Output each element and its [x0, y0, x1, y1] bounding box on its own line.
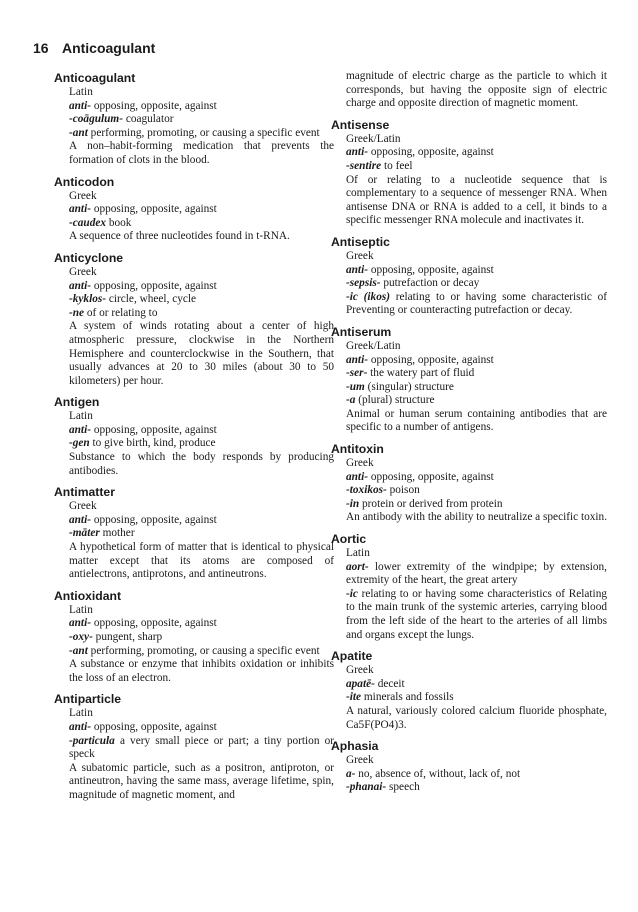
entry-text-line	[346, 457, 607, 471]
entry-text-line	[69, 86, 334, 100]
dictionary-entry	[54, 691, 334, 802]
line-text: opposing, opposite, against	[93, 617, 217, 630]
morpheme: aort-	[346, 560, 369, 573]
etymology-line	[69, 631, 334, 645]
line-text: opposing, opposite, against	[93, 423, 217, 436]
etymology-line	[346, 381, 607, 395]
etymology-line	[346, 354, 607, 368]
morpheme: anti-	[346, 146, 368, 159]
line-text: putrefaction or decay	[383, 277, 480, 290]
morpheme: -ant	[69, 644, 88, 657]
entry-headword: Anticyclone	[54, 250, 124, 265]
morpheme: -ant	[69, 126, 88, 139]
continuation-text: magnitude of electric charge as the particle to which it corresponds, but having the opposite sign of electric charge and opposite direction of magnetic moment.	[346, 70, 607, 110]
entry-headword: Antiserum	[331, 324, 392, 339]
etymology-line	[346, 484, 607, 498]
etymology-line	[346, 588, 607, 642]
entry-headword: Antiseptic	[331, 234, 390, 249]
entry-text-line	[346, 174, 607, 228]
line-text: Greek	[69, 500, 97, 513]
line-text: minerals and fossils	[363, 691, 454, 704]
etymology-line	[69, 293, 334, 307]
dictionary-entry	[54, 588, 334, 686]
morpheme: -caudex	[69, 216, 107, 229]
entry-body	[62, 266, 334, 388]
etymology-line	[69, 735, 334, 762]
entry-headword: Antigen	[54, 395, 100, 410]
etymology-line	[69, 514, 334, 528]
entry-text-line	[69, 451, 334, 478]
morpheme: -oxy-	[69, 631, 93, 643]
etymology-line	[346, 291, 607, 318]
entry-body	[331, 664, 607, 732]
morpheme: anti-	[69, 203, 91, 216]
morpheme: -kyklos-	[69, 293, 107, 306]
etymology-line	[346, 678, 607, 692]
running-head: Anticoagulant	[61, 40, 156, 56]
line-text: Latin	[69, 603, 93, 616]
entry-headword: Antioxidant	[54, 588, 122, 603]
entry-body	[331, 754, 607, 795]
line-text: opposing, opposite, against	[370, 470, 494, 483]
dictionary-entry	[331, 738, 607, 795]
dictionary-entry	[54, 484, 334, 582]
entry-text-line	[69, 762, 334, 803]
line-text: to give birth, kind, produce	[92, 437, 216, 450]
morpheme: -ne	[69, 306, 85, 319]
morpheme: -ic (ikos)	[346, 290, 390, 303]
etymology-line	[346, 768, 607, 782]
entry-headword: Apatite	[331, 649, 373, 664]
entry-headword: Antitoxin	[331, 442, 384, 457]
etymology-line	[69, 217, 334, 231]
etymology-line	[69, 100, 334, 114]
morpheme: a-	[346, 767, 356, 780]
line-text: A substance or enzyme that inhibits oxidation or inhibits the loss of an electron.	[69, 658, 334, 684]
right-entries	[331, 117, 607, 795]
etymology-line	[69, 424, 334, 438]
etymology-line	[69, 437, 334, 451]
etymology-line	[346, 160, 607, 174]
morpheme: -gen	[69, 437, 90, 450]
entry-body	[62, 604, 334, 686]
morpheme: -coāgulum-	[69, 113, 123, 126]
dictionary-entry	[54, 174, 334, 244]
line-text: (singular) structure	[367, 380, 454, 393]
right-column	[331, 70, 607, 801]
morpheme: -toxikos-	[346, 484, 387, 497]
etymology-line	[346, 277, 607, 291]
line-text: speech	[389, 781, 420, 794]
dictionary-entry	[54, 250, 334, 388]
etymology-line	[69, 127, 334, 141]
entry-body	[331, 133, 607, 228]
entry-text-line	[69, 320, 334, 388]
etymology-line	[346, 471, 607, 485]
line-text: Greek	[69, 189, 97, 202]
morpheme: anti-	[69, 617, 91, 630]
entry-headword: Aortic	[331, 532, 367, 547]
page-header	[33, 40, 155, 56]
entry-body	[62, 86, 334, 168]
entry-text-line	[69, 541, 334, 582]
line-text: (plural) structure	[358, 394, 435, 407]
entry-text-line	[69, 190, 334, 204]
morpheme: -ser-	[346, 367, 368, 380]
entry-text-line	[346, 133, 607, 147]
line-text: A natural, variously colored calcium fluoride phosphate, Ca5F(PO4)3.	[346, 704, 607, 731]
line-text: Greek/Latin	[346, 132, 401, 145]
entry-text-line	[346, 664, 607, 678]
line-text: opposing, opposite, against	[370, 146, 494, 159]
entry-headword: Antimatter	[54, 485, 115, 500]
entry-body	[331, 250, 607, 318]
morpheme: -um	[346, 380, 365, 393]
etymology-line	[346, 367, 607, 381]
dictionary-entry	[331, 117, 607, 228]
line-text: to feel	[383, 159, 413, 172]
dictionary-entry	[54, 70, 334, 168]
line-text: Greek	[346, 664, 374, 677]
entry-text-line	[69, 140, 334, 167]
entry-headword: Anticodon	[54, 174, 115, 189]
entry-text-line	[346, 754, 607, 768]
line-text: opposing, opposite, against	[370, 263, 494, 276]
line-text: Greek	[346, 249, 374, 262]
etymology-line	[346, 264, 607, 278]
entry-text-line	[69, 658, 334, 685]
entry-text-line	[346, 250, 607, 264]
etymology-line	[69, 307, 334, 321]
morpheme: -sentire	[346, 159, 382, 172]
morpheme: anti-	[69, 513, 91, 526]
line-text: A system of winds rotating about a center of high atmospheric pressure, clockwise in the Northern Hemisphere and counterclockwise in the Southern, that usually advances at 20 to 30 miles (about 30 to 50 kilometers) per hour.	[69, 320, 334, 387]
line-text: lower extremity of the windpipe; by extension, extremity of the heart, the great artery	[346, 560, 607, 587]
etymology-line	[69, 645, 334, 659]
morpheme: -a	[346, 394, 356, 407]
line-text: An antibody with the ability to neutralize a specific toxin.	[346, 511, 608, 524]
line-text: opposing, opposite, against	[93, 203, 217, 216]
dictionary-entry	[331, 234, 607, 318]
entry-text-line	[69, 500, 334, 514]
entry-text-line	[69, 230, 334, 244]
line-text: Latin	[346, 547, 370, 560]
morpheme: -sepsis-	[346, 277, 381, 290]
line-text: Greek/Latin	[346, 339, 401, 352]
entry-body	[62, 500, 334, 582]
morpheme: anti-	[69, 720, 91, 733]
line-text: of or relating to	[86, 306, 158, 319]
entry-headword: Aphasia	[331, 739, 379, 754]
page-number: 16	[33, 40, 49, 56]
entry-text-line	[69, 266, 334, 280]
etymology-line	[346, 781, 607, 795]
dictionary-entry	[331, 648, 607, 732]
etymology-line	[69, 617, 334, 631]
entry-text-line	[346, 705, 607, 732]
entry-headword: Antiparticle	[54, 692, 122, 707]
entry-headword: Anticoagulant	[54, 71, 136, 85]
morpheme: anti-	[346, 263, 368, 276]
line-text: Substance to which the body responds by producing antibodies.	[69, 451, 334, 477]
line-text: performing, promoting, or causing a specific event	[90, 126, 320, 139]
entry-text-line	[346, 408, 607, 435]
morpheme: -ic	[346, 587, 358, 600]
morpheme: apatē-	[346, 677, 375, 690]
line-text: no, absence of, without, lack of, not	[358, 767, 521, 780]
line-text: relating to or having some characteristic of Preventing or counteracting putrefaction or decay.	[346, 290, 607, 317]
etymology-line	[69, 203, 334, 217]
line-text: Latin	[69, 410, 93, 423]
line-text: A hypothetical form of matter that is identical to physical matter except that its atoms are composed of antielectrons, antiprotons, and antineutrons.	[69, 541, 334, 581]
line-text: Of or relating to a nucleotide sequence that is complementary to a sequence of messenger RNA. When antisense DNA or RNA is added to a cell, it binds to a specific messenger RNA molecule and inactivates it.	[346, 173, 607, 227]
morpheme: -ite	[346, 691, 362, 704]
line-text: mother	[102, 527, 135, 540]
line-text: poison	[389, 484, 420, 497]
entry-text-line	[69, 707, 334, 721]
etymology-line	[69, 721, 334, 735]
line-text: opposing, opposite, against	[93, 99, 217, 112]
entry-text-line	[346, 511, 607, 525]
line-text: book	[108, 216, 132, 229]
line-text: performing, promoting, or causing a specific event	[90, 644, 320, 657]
morpheme: -māter	[69, 527, 100, 540]
line-text: A subatomic particle, such as a positron, antiproton, or antineutron, having the same mass, average lifetime, spin, magnitude of magnetic moment, and	[69, 761, 334, 801]
entry-body	[331, 340, 607, 435]
entry-headword: Antisense	[331, 117, 390, 132]
line-text: Animal or human serum containing antibodies that are specific to a number of antigens.	[346, 407, 607, 434]
line-text: Latin	[69, 86, 93, 98]
line-text: Greek	[346, 754, 374, 767]
morpheme: anti-	[346, 470, 368, 483]
dictionary-entry	[331, 324, 607, 435]
morpheme: -particula	[69, 734, 115, 747]
line-text: relating to or having some characteristics of Relating to the main trunk of the systemic arteries, carrying blood from the left side of the heart to the arteries of all limbs and organs except the lungs.	[346, 587, 607, 641]
etymology-line	[346, 146, 607, 160]
entry-body	[331, 457, 607, 525]
line-text: opposing, opposite, against	[370, 353, 494, 366]
line-text: pungent, sharp	[95, 631, 163, 643]
line-text: coagulator	[125, 113, 174, 126]
line-text: a very small piece or part; a tiny portion or speck	[69, 734, 334, 761]
entry-text-line	[346, 340, 607, 354]
line-text: circle, wheel, cycle	[108, 293, 197, 306]
line-text: A sequence of three nucleotides found in t-RNA.	[69, 230, 290, 243]
entry-text-line	[346, 547, 607, 561]
morpheme: -in	[346, 497, 360, 510]
entry-body	[62, 190, 334, 244]
line-text: Greek	[346, 457, 374, 470]
line-text: the watery part of fluid	[370, 367, 475, 380]
entry-body	[62, 707, 334, 802]
line-text: opposing, opposite, against	[93, 279, 217, 292]
entry-text-line	[69, 604, 334, 618]
etymology-line	[346, 561, 607, 588]
morpheme: -phanai-	[346, 781, 387, 794]
entry-body	[62, 410, 334, 478]
dictionary-entry	[331, 441, 607, 525]
line-text: Latin	[69, 707, 93, 720]
etymology-line	[69, 113, 334, 127]
line-text: opposing, opposite, against	[93, 513, 217, 526]
etymology-line	[346, 691, 607, 705]
etymology-line	[69, 280, 334, 294]
morpheme: anti-	[346, 353, 368, 366]
line-text: deceit	[377, 677, 405, 690]
entry-body	[331, 547, 607, 642]
etymology-line	[346, 394, 607, 408]
etymology-line	[346, 498, 607, 512]
dictionary-entry	[331, 531, 607, 642]
line-text: A non–habit-forming medication that prevents the formation of clots in the blood.	[69, 140, 334, 166]
line-text: Greek	[69, 265, 97, 278]
morpheme: anti-	[69, 99, 91, 112]
line-text: opposing, opposite, against	[93, 720, 217, 733]
entry-text-line	[69, 410, 334, 424]
left-column	[54, 70, 334, 809]
line-text: protein or derived from protein	[362, 497, 503, 510]
etymology-line	[69, 527, 334, 541]
morpheme: anti-	[69, 423, 91, 436]
morpheme: anti-	[69, 279, 91, 292]
dictionary-entry	[54, 394, 334, 478]
